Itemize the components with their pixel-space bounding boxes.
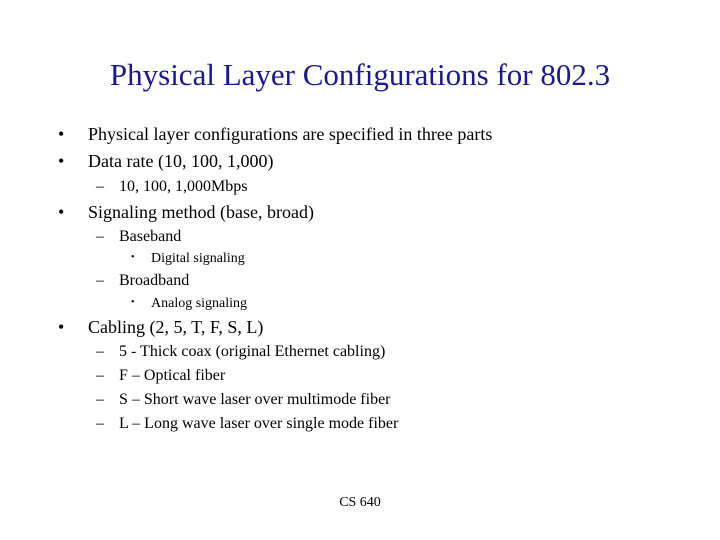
sub-sub-bullet-item [131,294,247,313]
sub-bullet-text: F – Optical fiber [119,367,226,384]
sub-bullet-item [96,390,391,410]
sub-bullet-item [96,414,398,434]
bullet-text: Cabling (2, 5, T, F, S, L) [88,317,264,337]
dash-marker: – [96,272,104,289]
bullet-marker: • [131,252,135,263]
dash-marker: – [96,343,104,360]
sub-bullet-text: 5 - Thick coax (original Ethernet cabling) [119,343,386,360]
sub-sub-bullet-item [131,249,245,268]
bullet-text: Data rate (10, 100, 1,000) [88,151,274,171]
bullet-marker: • [58,151,65,171]
bullet-marker: • [58,317,65,337]
bullet-item [58,316,263,338]
sub-bullet-text: 10, 100, 1,000Mbps [119,178,248,195]
bullet-marker: • [58,202,65,222]
sub-bullet-item [96,342,385,362]
sub-bullet-item [96,227,181,247]
sub-bullet-text: Baseband [119,228,182,245]
bullet-item [58,150,273,172]
bullet-text: Physical layer configurations are specified in three parts [88,124,493,144]
bullet-item [58,123,492,145]
bullet-text: Signaling method (base, broad) [88,202,314,222]
dash-marker: – [96,415,104,432]
sub-sub-bullet-text: Analog signaling [151,296,248,311]
bullet-marker: • [58,124,65,144]
sub-bullet-item [96,177,247,197]
sub-bullet-text: Broadband [119,272,190,289]
sub-sub-bullet-text: Digital signaling [151,251,245,266]
dash-marker: – [96,178,104,195]
slide-title: Physical Layer Configurations for 802.3 [109,57,611,92]
dash-marker: – [96,228,104,245]
slide-footer: CS 640 [339,495,381,510]
sub-bullet-text: S – Short wave laser over multimode fiber [119,391,391,408]
dash-marker: – [96,391,104,408]
bullet-marker: • [131,297,135,308]
sub-bullet-item [96,271,189,291]
bullet-item [58,201,314,223]
sub-bullet-item [96,366,225,386]
sub-bullet-text: L – Long wave laser over single mode fiber [119,415,399,432]
dash-marker: – [96,367,104,384]
